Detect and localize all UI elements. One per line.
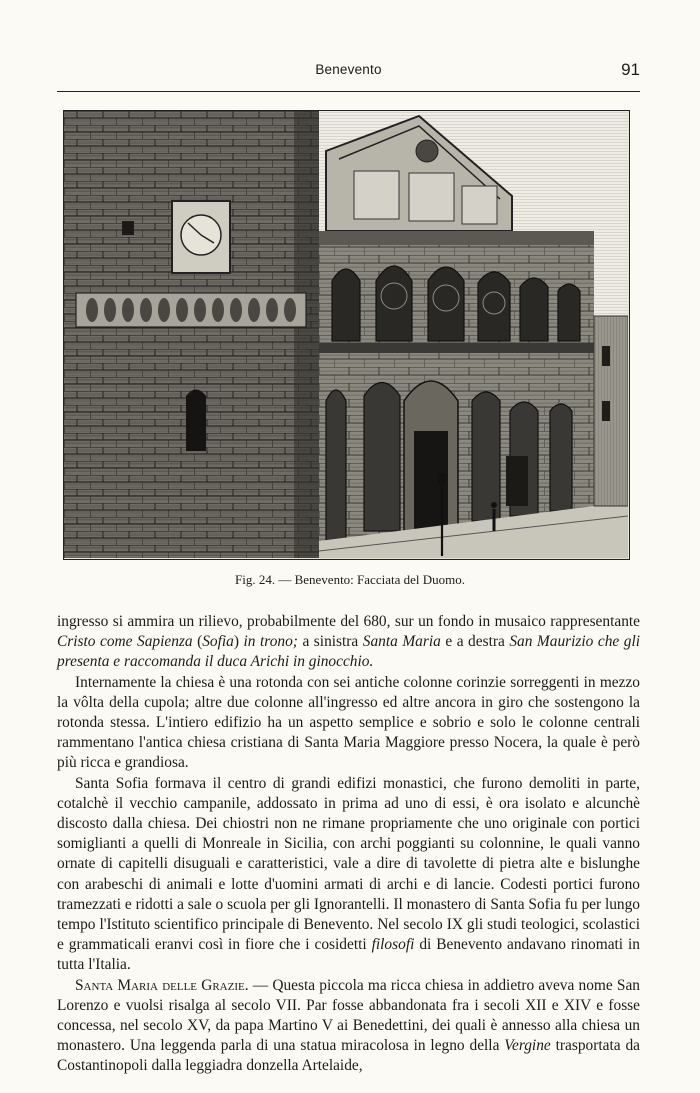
text-span: (	[192, 633, 203, 651]
italic-span: filosofi	[371, 936, 415, 954]
text-span: ingresso si ammira un rilievo, probabilmente del 680, sur un fondo in musaico rappresentante	[57, 613, 640, 630]
text-span: e a destra	[440, 633, 510, 651]
text-span: Santa Sofia formava il centro di grandi edifizi monastici, che furono demoliti in parte, cotalchè il vecchio campanile, addossato in prima ad uno di essi, è ora isolato e alcunchè discosto dalla chiesa. Dei chiostri non ne rimane propriamente che uno originale con portici somiglianti a quelli di Monreale in Sicilia, con archi poggianti su colonnine, le quali vanno ornate di capitelli disuguali e caratteristici, vale a dire di tavolette di pietra alte e bislunghe con arabeschi di animali e lotte d'uomini armati di archi e di lancie. Codesti portici furono tramezzati e ridotti a sale o scuola per gli Ignorantelli. Il monastero di Santa Sofia fu per lungo tempo l'Istituto scientifico principale di Benevento. Nel secolo IX gli studi teologici, scolastici e grammaticali eranvi così in fiore che i cosidetti	[57, 774, 640, 954]
section-heading: Santa Maria delle Grazie.	[75, 976, 249, 994]
text-span: a sinistra	[297, 633, 363, 651]
text-span: — Questa piccola ma ricca chiesa in addietro aveva nome San Lorenzo e vuolsi risalga al secolo VII. Par fosse abbandonata fra i secoli XII e XIV e fosse concessa, nel secolo XV, da papa Martino V ai Benedettini, dei quali è annesso alla chiesa un monastero. Una leggenda parla di una statua miracolosa in legno della	[57, 976, 640, 1055]
running-title: Benevento	[315, 62, 382, 77]
italic-span: Cristo come Sapienza	[57, 633, 193, 651]
page-number: 91	[621, 60, 640, 79]
italic-span: Sofia	[202, 633, 234, 651]
page-header	[57, 60, 640, 84]
paragraph-2: Internamente la chiesa è una rotonda con sei antiche colonne corinzie sorreggenti in mezzo la vôlta della cupola; altre due colonne all'ingresso ed altre ancora in giro che sostengono la rotonda stessa. L'intiero edifizio ha un aspetto semplice e sobrio e solo le colonne centrali rammentano l'antica chiesa cristiana di Santa Maria Maggiore presso Nocera, la quale è però più ricca e grandiosa.	[57, 673, 640, 772]
text-span: trasportata da Costantinopoli dalla leggiadra donzella Artelaide,	[57, 1037, 640, 1075]
cathedral-facade-engraving	[63, 110, 630, 560]
paragraph-4	[57, 976, 640, 1077]
italic-span: Santa Maria	[362, 633, 441, 651]
body-text	[57, 612, 640, 1077]
italic-span: Vergine	[504, 1037, 551, 1055]
italic-span: in trono;	[243, 633, 298, 651]
paragraph-1	[57, 612, 640, 673]
text-span: di Benevento andavano rinomati in tutta l'Italia.	[57, 936, 640, 974]
header-rule	[57, 91, 640, 92]
paragraph-3	[57, 774, 640, 976]
italic-span: San Maurizio che gli presenta e raccomanda il duca Arichi in ginocchio.	[57, 633, 641, 671]
text-span: )	[233, 633, 244, 651]
figure-caption: Fig. 24. — Benevento: Facciata del Duomo.	[235, 572, 465, 587]
